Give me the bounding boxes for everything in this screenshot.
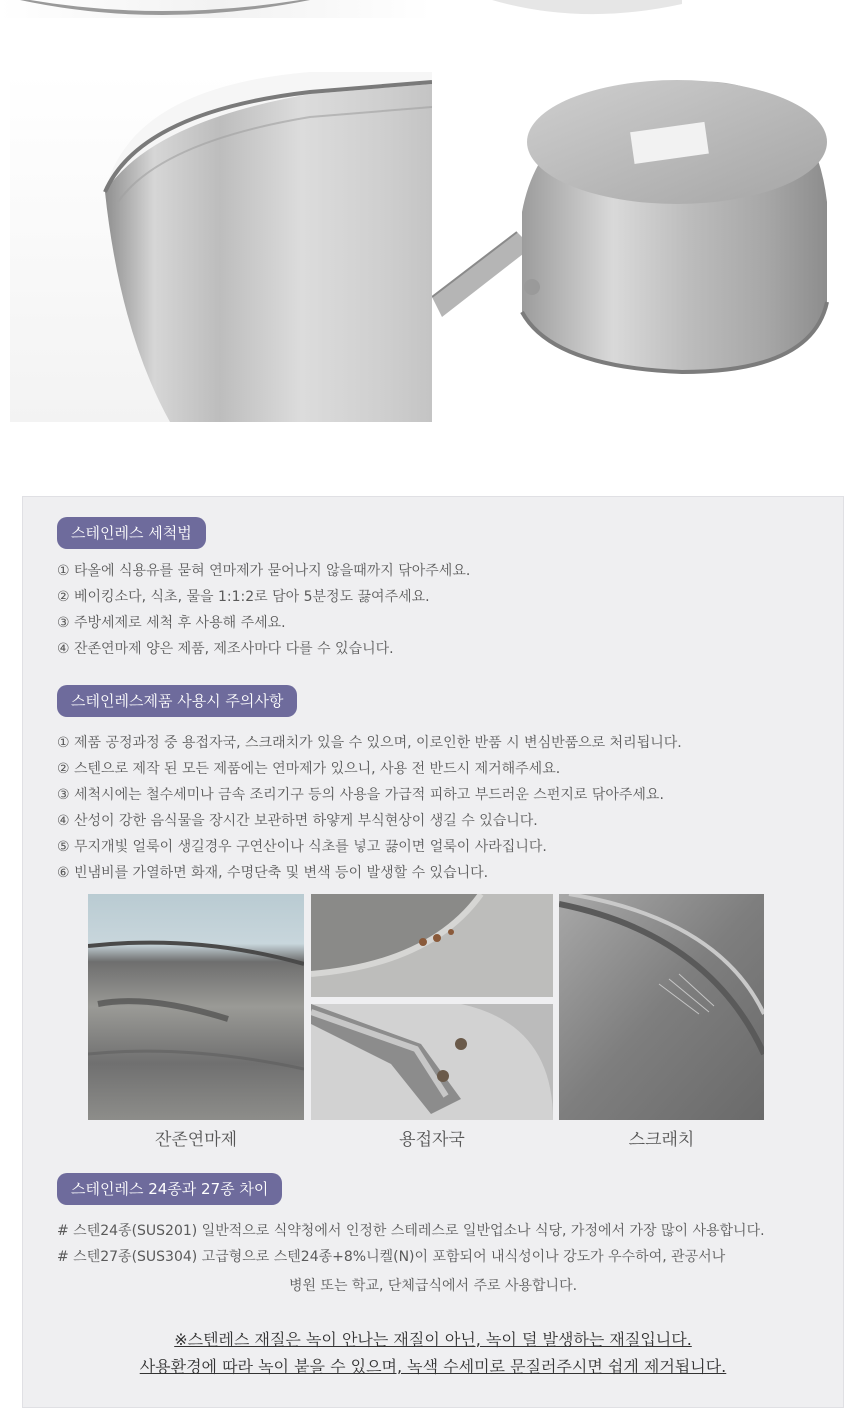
product-photo-top-left bbox=[0, 0, 432, 18]
section-title-grades: 스테인레스 24종과 27종 차이 bbox=[57, 1173, 282, 1205]
caution-line-2: ② 스텐으로 제작 된 모든 제품에는 연마제가 있으니, 사용 전 반드시 제거해주세요. bbox=[57, 761, 561, 777]
section-title-cleaning: 스테인레스 세척법 bbox=[57, 517, 206, 549]
cleaning-line-1: ① 타올에 식용유를 묻혀 연마제가 묻어나지 않을때까지 닦아주세요. bbox=[57, 563, 471, 579]
cleaning-line-3: ③ 주방세제로 세척 후 사용해 주세요. bbox=[57, 615, 286, 631]
weld-mark-photo-top bbox=[311, 894, 553, 997]
cleaning-line-4: ④ 잔존연마제 양은 제품, 제조사마다 다를 수 있습니다. bbox=[57, 641, 394, 657]
rust-notice-line-2: 사용환경에 따라 녹이 붙을 수 있으며, 녹색 수세미로 문질러주시면 쉽게 제거됩니다. bbox=[139, 1357, 727, 1376]
care-instructions-panel bbox=[22, 496, 844, 1408]
scratch-photo bbox=[559, 894, 764, 1120]
grade-line-2: # 스텐27종(SUS304) 고급형으로 스텐24종+8%니켈(N)이 포함되어 내식성이나 강도가 우수하여, 관공서나 bbox=[57, 1249, 726, 1265]
caution-line-3: ③ 세척시에는 철수세미나 금속 조리기구 등의 사용을 가급적 피하고 부드러운 스펀지로 닦아주세요. bbox=[57, 787, 664, 803]
caution-line-6: ⑥ 빈냄비를 가열하면 화재, 수명단축 및 변색 등이 발생할 수 있습니다. bbox=[57, 865, 489, 881]
caution-line-1: ① 제품 공정과정 중 용접자국, 스크래치가 있을 수 있으며, 이로인한 반품 시 변심반품으로 처리됩니다. bbox=[57, 735, 682, 751]
polishing-residue-photo bbox=[88, 894, 304, 1120]
cleaning-line-2: ② 베이킹소다, 식초, 물을 1:1:2로 담아 5분정도 끓여주세요. bbox=[57, 589, 430, 605]
pot-outer-bottom-photo bbox=[432, 72, 850, 422]
caption-scratch: 스크래치 bbox=[628, 1130, 695, 1150]
caption-weld-mark: 용접자국 bbox=[399, 1130, 465, 1150]
caution-line-5: ⑤ 무지개빛 얼룩이 생길경우 구연산이나 식초를 넣고 끓이면 얼룩이 사라집니다. bbox=[57, 839, 547, 855]
caution-line-4: ④ 산성이 강한 음식물을 장시간 보관하면 하얗게 부식현상이 생길 수 있습니다. bbox=[57, 813, 538, 829]
product-photo-top-right bbox=[432, 0, 860, 18]
rust-notice-line-1: ※스텐레스 재질은 녹이 안나는 재질이 아닌, 녹이 덜 발생하는 재질입니다. bbox=[174, 1330, 692, 1349]
pot-inner-wall-photo bbox=[10, 72, 432, 422]
caption-polishing-residue: 잔존연마제 bbox=[154, 1130, 238, 1150]
grade-line-1: # 스텐24종(SUS201) 일반적으로 식약청에서 인정한 스테레스로 일반업소나 식당, 가정에서 가장 많이 사용합니다. bbox=[57, 1223, 765, 1239]
weld-mark-photo-handle bbox=[311, 1004, 553, 1120]
section-title-cautions: 스테인레스제품 사용시 주의사항 bbox=[57, 685, 297, 717]
grade-line-3: 병원 또는 학교, 단체급식에서 주로 사용합니다. bbox=[288, 1278, 578, 1294]
